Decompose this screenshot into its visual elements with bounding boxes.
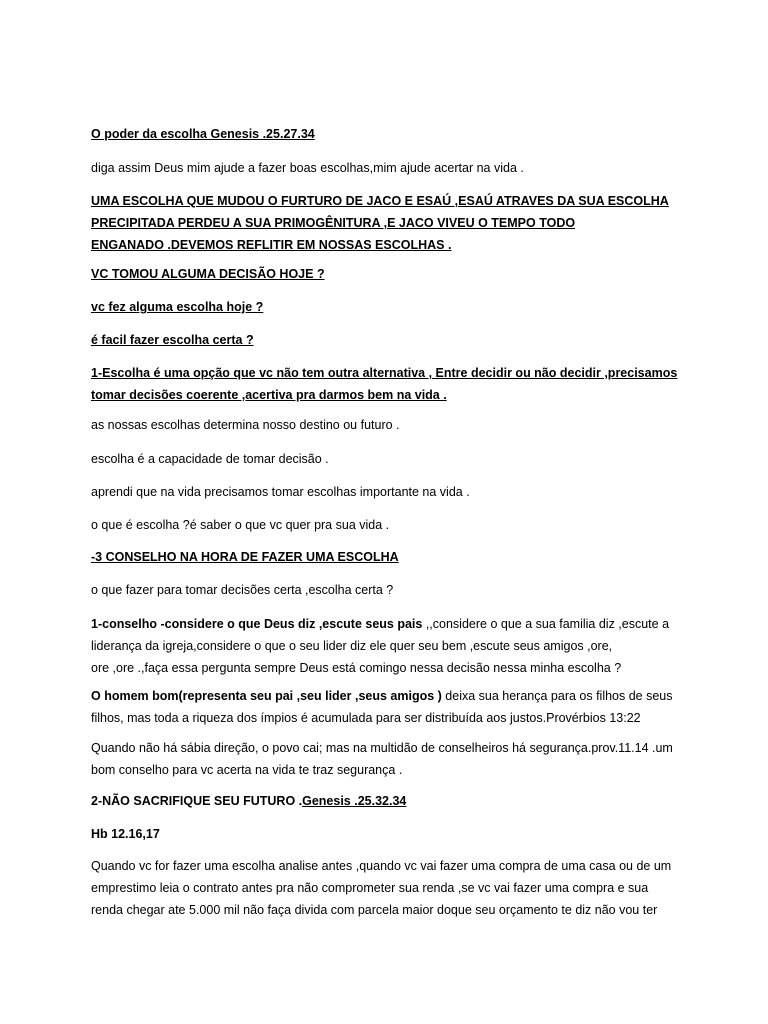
paragraph-line (91, 685, 691, 707)
paragraph-line: -3 CONSELHO NA HORA DE FAZER UMA ESCOLHA (91, 550, 399, 564)
paragraph-quando-vc-for (91, 855, 691, 921)
question-escolha-certa (91, 329, 691, 351)
section-heading-conselho (91, 546, 691, 568)
paragraph-line: Quando não há sábia direção, o povo cai; mas na multidão de conselheiros há segurança.prov.11.14 .um (91, 741, 673, 755)
paragraph-line: filhos, mas toda a riqueza dos ímpios é acumulada para ser distribuída aos justos.Provérbios 13:22 (91, 711, 641, 725)
homem-rest-text: deixa sua herança para os filhos de seus (441, 689, 673, 703)
document-title-text: O poder da escolha Genesis .25.27.34 (91, 127, 315, 141)
paragraph-line: tomar decisões coerente ,acertiva pra darmos bem na vida . (91, 388, 447, 402)
paragraph-line: VC TOMOU ALGUMA DECISÃO HOJE ? (91, 267, 325, 281)
homem-bold-text: O homem bom(representa seu pai ,seu lider ,seus amigos ) (91, 689, 442, 703)
paragraph-o-que-e (91, 514, 691, 536)
conselho-bold-text: 1-conselho -considere o que Deus diz ,escute seus pais (91, 617, 423, 631)
section-heading-nao-sacrifique (91, 790, 691, 812)
paragraph-line (91, 613, 691, 635)
paragraph-line: PRECIPITADA PERDEU A SUA PRIMOGÊNITURA ,E JACO VIVEU O TEMPO TODO (91, 216, 576, 230)
question-escolha-hoje (91, 296, 691, 318)
paragraph-line: Hb 12.16,17 (91, 827, 160, 841)
paragraph-line: escolha é a capacidade de tomar decisão . (91, 452, 329, 466)
paragraph-line: UMA ESCOLHA QUE MUDOU O FURTURO DE JACO E ESAÚ ,ESAÚ ATRAVES DA SUA ESCOLHA (91, 194, 669, 208)
paragraph-line: ore ,ore .,faça essa pergunta sempre Deus está comingo nessa decisão nessa minha escolha ? (91, 661, 622, 675)
conselho-rest-text: ,,considere o que a sua familia diz ,escute a (422, 617, 670, 631)
paragraph-line: renda chegar ate 5.000 mil não faça divida com parcela maior doque seu orçamento te diz não vou ter (91, 903, 658, 917)
paragraph-line: o que é escolha ?é saber o que vc quer pra sua vida . (91, 518, 390, 532)
paragraph-sabia-direcao (91, 737, 691, 781)
paragraph-line: vc fez alguma escolha hoje ? (91, 300, 264, 314)
genesis-reference: Genesis .25.32.34 (302, 794, 407, 808)
paragraph-line (91, 790, 691, 812)
paragraph-intro (91, 157, 691, 179)
paragraph-line: ENGANADO .DEVEMOS REFLITIR EM NOSSAS ESCOLHAS . (91, 238, 452, 252)
nao-sacrifique-text: 2-NÃO SACRIFIQUE SEU FUTURO . (91, 794, 303, 808)
paragraph-line: diga assim Deus mim ajude a fazer boas escolhas,mim ajude acertar na vida . (91, 161, 524, 175)
paragraph-aprendi (91, 481, 691, 503)
paragraph-line: o que fazer para tomar decisões certa ,escolha certa ? (91, 583, 394, 597)
paragraph-o-que-fazer (91, 579, 691, 601)
paragraph-line: liderança da igreja,considere o que o seu lider diz ele quer seu bem ,escute seus amigos ,ore, (91, 639, 613, 653)
paragraph-line: emprestimo leia o contrato antes pra não comprometer sua renda ,se vc vai fazer uma compra e sua (91, 881, 649, 895)
question-decisao (91, 263, 691, 285)
paragraph-line: Quando vc for fazer uma escolha analise antes ,quando vc vai fazer uma compra de uma casa ou de um (91, 859, 672, 873)
paragraph-line: as nossas escolhas determina nosso destino ou futuro . (91, 418, 400, 432)
paragraph-homem-bom (91, 685, 691, 729)
paragraph-destino (91, 414, 691, 436)
paragraph-line: aprendi que na vida precisamos tomar escolhas importante na vida . (91, 485, 470, 499)
paragraph-jaco-esau (91, 190, 691, 256)
document-title (91, 123, 691, 145)
paragraph-conselho (91, 613, 691, 679)
paragraph-escolha-definicao (91, 362, 691, 406)
paragraph-capacidade (91, 448, 691, 470)
hb-reference (91, 823, 691, 845)
paragraph-line: 1-Escolha é uma opção que vc não tem outra alternativa , Entre decidir ou não decidir ,precisamos (91, 366, 678, 380)
paragraph-line: bom conselho para vc acerta na vida te traz segurança . (91, 763, 403, 777)
paragraph-line: é facil fazer escolha certa ? (91, 333, 254, 347)
